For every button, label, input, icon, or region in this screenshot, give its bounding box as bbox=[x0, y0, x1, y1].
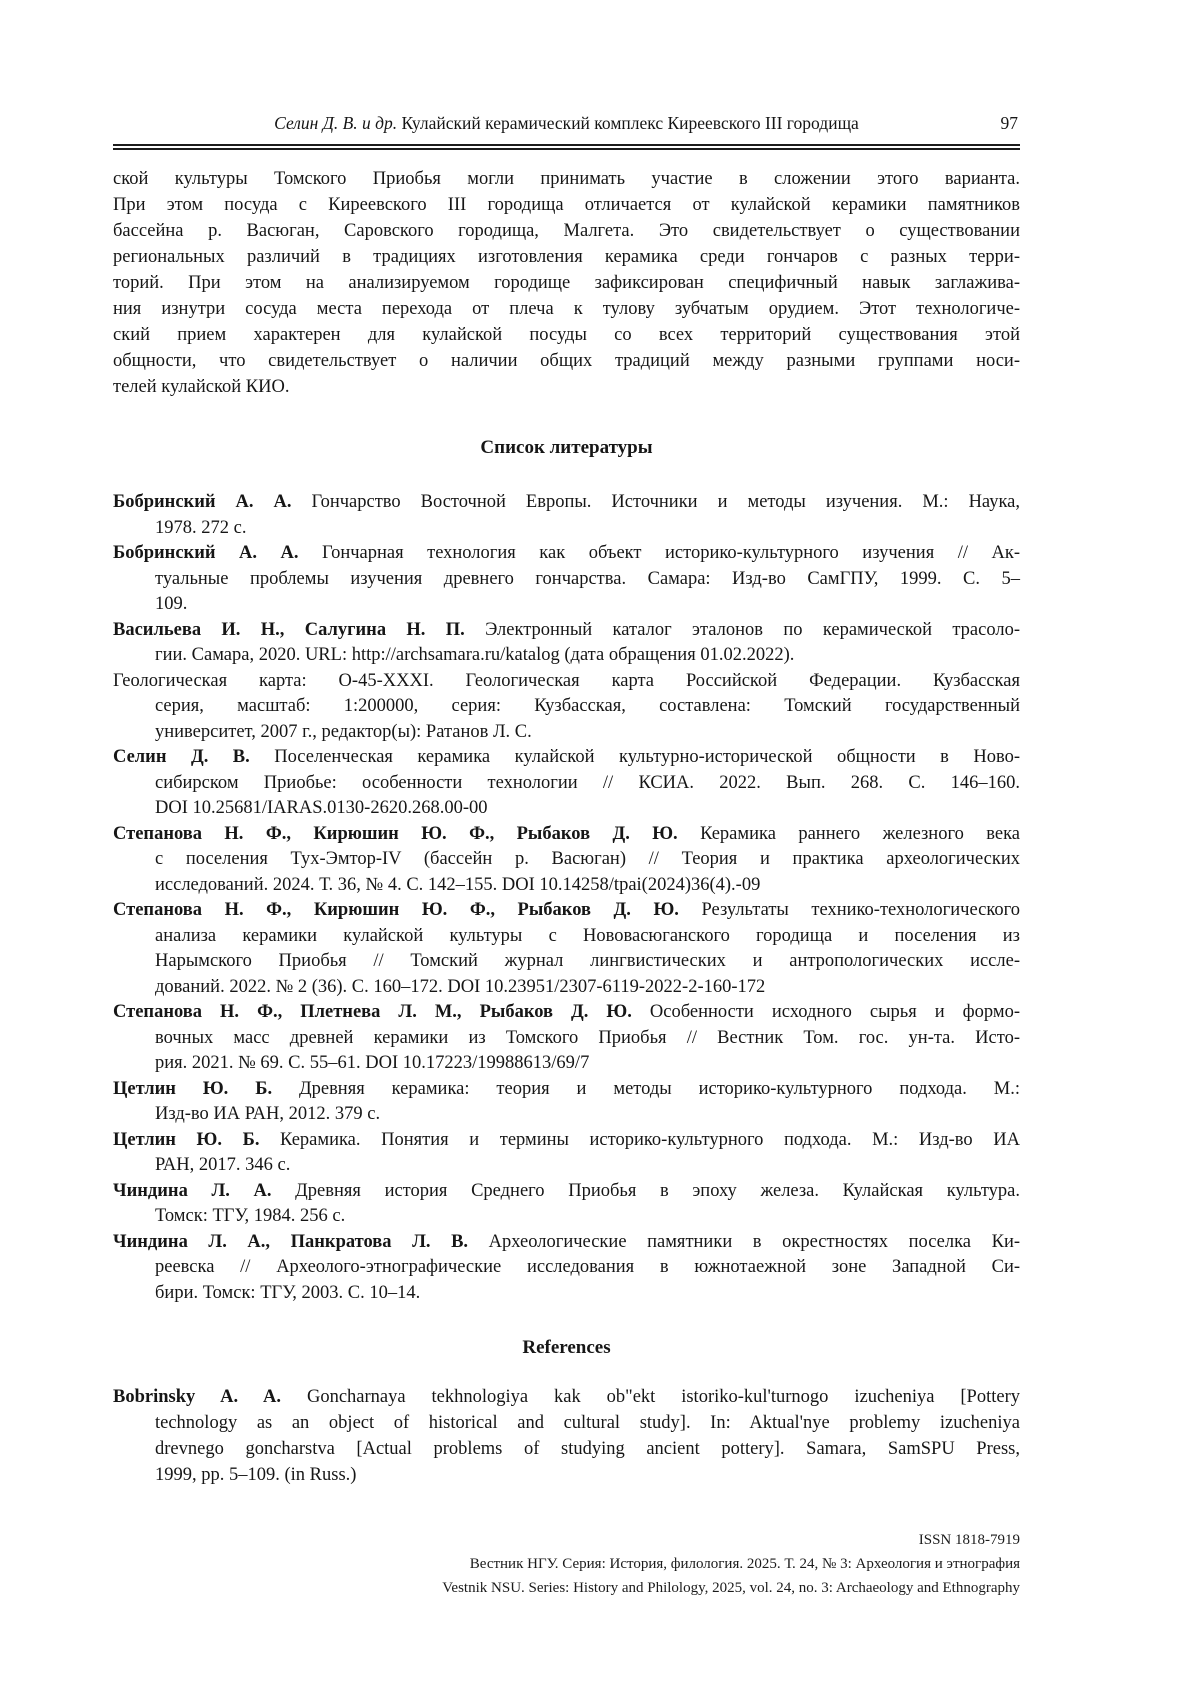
body-line: ской культуры Томского Приобья могли принимать участие в сложении этого варианта. bbox=[113, 169, 1020, 189]
reference-line: Бобринский А. А. Гончарство Восточной Европы. Источники и методы изучения. М.: Наука, bbox=[113, 492, 1020, 512]
reference-entry bbox=[113, 898, 1020, 1000]
reference-entry bbox=[113, 1128, 1020, 1179]
running-head-title: Кулайский керамический комплекс Киреевского III городища bbox=[401, 113, 859, 133]
reference-line: серия, масштаб: 1:200000, серия: Кузбасская, составлена: Томский государственный bbox=[155, 696, 1020, 716]
body-paragraph bbox=[113, 166, 1020, 400]
reference-line: Степанова Н. Ф., Кирюшин Ю. Ф., Рыбаков Д. Ю. Керамика раннего железного века bbox=[113, 823, 1020, 844]
reference-entry bbox=[113, 1179, 1020, 1230]
reference-author: Bobrinsky A. A. bbox=[113, 1387, 282, 1407]
footer-journal-en: Vestnik NSU. Series: History and Philology, 2025, vol. 24, no. 3: Archaeology and Ethnography bbox=[442, 1580, 1020, 1596]
reference-line: анализа керамики кулайской культуры с Нововасюганского городища и поселения из bbox=[155, 925, 1020, 946]
reference-entry bbox=[113, 1230, 1020, 1307]
reference-entry bbox=[113, 669, 1020, 746]
body-line: торий. При этом на анализируемом городище зафиксирован специфичный навык заглажива- bbox=[113, 273, 1020, 293]
running-head-author: Селин Д. В. и др. bbox=[274, 113, 398, 133]
body-line: бассейна р. Васюган, Саровского городища, Малгета. Это свидетельствует о существовании bbox=[113, 221, 1020, 241]
reference-author: Степанова Н. Ф., Кирюшин Ю. Ф., Рыбаков Д. Ю. bbox=[113, 900, 679, 920]
body-line: региональных различий в традициях изготовления керамика среди гончаров с разных терри- bbox=[113, 247, 1020, 267]
reference-line: дований. 2022. № 2 (36). С. 160–172. DOI 10.23951/2307-6119-2022-2-160-172 bbox=[155, 976, 766, 997]
reference-line: туальные проблемы изучения древнего гончарства. Самара: Изд-во СамГПУ, 1999. С. 5– bbox=[155, 568, 1020, 589]
reference-line: Чиндина Л. А. Древняя история Среднего Приобья в эпоху железа. Кулайская культура. bbox=[113, 1180, 1020, 1201]
reference-line: Бобринский А. А. Гончарная технология как объект историко-культурного изучения // Ак- bbox=[113, 543, 1020, 563]
reference-entry bbox=[113, 490, 1020, 541]
page-footer bbox=[113, 1528, 1020, 1600]
reference-line: рия. 2021. № 69. С. 55–61. DOI 10.17223/19988613/69/7 bbox=[155, 1053, 590, 1073]
body-line: ский прием характерен для кулайской посуды со всех территорий существования этой bbox=[113, 325, 1020, 345]
references-list bbox=[113, 1384, 1020, 1488]
reference-line: Bobrinsky A. A. Goncharnaya tekhnologiya kak ob"ekt istoriko-kul'turnogo izucheniya [Pottery bbox=[113, 1387, 1020, 1407]
reference-line: гии. Самара, 2020. URL: http://archsamara.ru/katalog (дата обращения 01.02.2022). bbox=[155, 645, 795, 665]
reference-entry bbox=[113, 1000, 1020, 1077]
references-heading: References bbox=[522, 1337, 611, 1358]
reference-line: университет, 2007 г., редактор(ы): Ратанов Л. С. bbox=[155, 721, 532, 742]
bibliography-list bbox=[113, 490, 1020, 1306]
reference-entry bbox=[113, 822, 1020, 899]
reference-line: Степанова Н. Ф., Кирюшин Ю. Ф., Рыбаков Д. Ю. Результаты технико-технологического bbox=[113, 900, 1021, 920]
page-number: 97 bbox=[1000, 113, 1018, 133]
reference-line: drevnego goncharstva [Actual problems of studying ancient pottery]. Samara, SamSPU Press, bbox=[155, 1439, 1020, 1459]
reference-entry bbox=[113, 541, 1020, 618]
bibliography-heading: Список литературы bbox=[480, 437, 653, 458]
reference-line: сибирском Приобье: особенности технологии // КСИА. 2022. Вып. 268. С. 146–160. bbox=[155, 772, 1020, 793]
body-line: телей кулайской КИО. bbox=[113, 377, 290, 397]
reference-line: 1978. 272 с. bbox=[155, 517, 247, 538]
body-line: ния изнутри сосуда места перехода от плеча к тулову зубчатым орудием. Этот технологиче- bbox=[113, 299, 1020, 319]
reference-author: Степанова Н. Ф., Кирюшин Ю. Ф., Рыбаков Д. Ю. bbox=[113, 823, 678, 844]
body-line: При этом посуда с Киреевского III городища отличается от кулайской керамики памятников bbox=[113, 195, 1020, 215]
reference-line: с поселения Тух-Эмтор-IV (бассейн р. Васюган) // Теория и практика археологических bbox=[155, 849, 1020, 869]
reference-author: Цетлин Ю. Б. bbox=[113, 1078, 273, 1099]
content-column bbox=[113, 0, 1020, 1488]
reference-line: РАН, 2017. 346 с. bbox=[155, 1155, 291, 1175]
reference-author: Чиндина Л. А. bbox=[113, 1180, 272, 1201]
reference-line: Цетлин Ю. Б. Керамика. Понятия и термины историко-культурного подхода. М.: Изд-во ИА bbox=[113, 1129, 1020, 1150]
reference-line: вочных масс древней керамики из Томского Приобья // Вестник Том. гос. ун-та. Исто- bbox=[155, 1027, 1020, 1048]
footer-issn: ISSN 1818-7919 bbox=[918, 1532, 1020, 1548]
reference-entry bbox=[113, 745, 1020, 822]
reference-author: Бобринский А. А. bbox=[113, 492, 292, 512]
running-head bbox=[113, 112, 1020, 134]
reference-entry bbox=[113, 618, 1020, 669]
reference-line: Цетлин Ю. Б. Древняя керамика: теория и методы историко-культурного подхода. М.: bbox=[113, 1078, 1020, 1099]
reference-line: Томск: ТГУ, 1984. 256 с. bbox=[155, 1206, 346, 1226]
reference-line: 109. bbox=[155, 594, 188, 614]
reference-author: Цетлин Ю. Б. bbox=[113, 1129, 260, 1150]
reference-author: Селин Д. В. bbox=[113, 747, 250, 767]
reference-author: Степанова Н. Ф., Плетнева Л. М., Рыбаков Д. Ю. bbox=[113, 1002, 632, 1022]
reference-line: Степанова Н. Ф., Плетнева Л. М., Рыбаков Д. Ю. Особенности исходного сырья и формо- bbox=[113, 1002, 1021, 1022]
reference-line: Чиндина Л. А., Панкратова Л. В. Археологические памятники в окрестностях поселка Ки- bbox=[113, 1231, 1020, 1252]
reference-line: Нарымского Приобья // Томский журнал лингвистических и антропологических иссле- bbox=[155, 951, 1020, 971]
reference-line: DOI 10.25681/IARAS.0130-2620.268.00-00 bbox=[155, 798, 488, 818]
reference-author: Чиндина Л. А., Панкратова Л. В. bbox=[113, 1231, 469, 1252]
reference-line: 1999, pp. 5–109. (in Russ.) bbox=[155, 1465, 357, 1485]
reference-line: Изд-во ИА РАН, 2012. 379 с. bbox=[155, 1104, 381, 1124]
reference-entry bbox=[113, 1077, 1020, 1128]
reference-line: реевска // Археолого-этнографические исследования в южнотаежной зоне Западной Си- bbox=[155, 1257, 1020, 1277]
reference-line: technology as an object of historical and cultural study]. In: Aktual'nye problemy izucheniya bbox=[155, 1413, 1020, 1433]
reference-line: бири. Томск: ТГУ, 2003. С. 10–14. bbox=[155, 1282, 421, 1303]
body-line: общности, что свидетельствует о наличии общих традиций между разными группами носи- bbox=[113, 351, 1020, 371]
reference-line: Васильева И. Н., Салугина Н. П. Электронный каталог эталонов по керамической трасоло- bbox=[113, 619, 1020, 640]
reference-line: исследований. 2024. Т. 36, № 4. С. 142–155. DOI 10.14258/tpai(2024)36(4).-09 bbox=[155, 874, 761, 895]
footer-journal-ru: Вестник НГУ. Серия: История, филология. 2025. Т. 24, № 3: Археология и этнография bbox=[469, 1556, 1020, 1572]
reference-author: Бобринский А. А. bbox=[113, 543, 299, 563]
reference-author: Васильева И. Н., Салугина Н. П. bbox=[113, 619, 465, 640]
reference-line: Селин Д. В. Поселенческая керамика кулайской культурно-исторической общности в Ново- bbox=[113, 747, 1021, 767]
reference-line: Геологическая карта: О-45-XXXI. Геологическая карта Российской Федерации. Кузбасская bbox=[113, 670, 1020, 691]
reference-entry bbox=[113, 1384, 1020, 1488]
header-rule bbox=[113, 144, 1020, 150]
